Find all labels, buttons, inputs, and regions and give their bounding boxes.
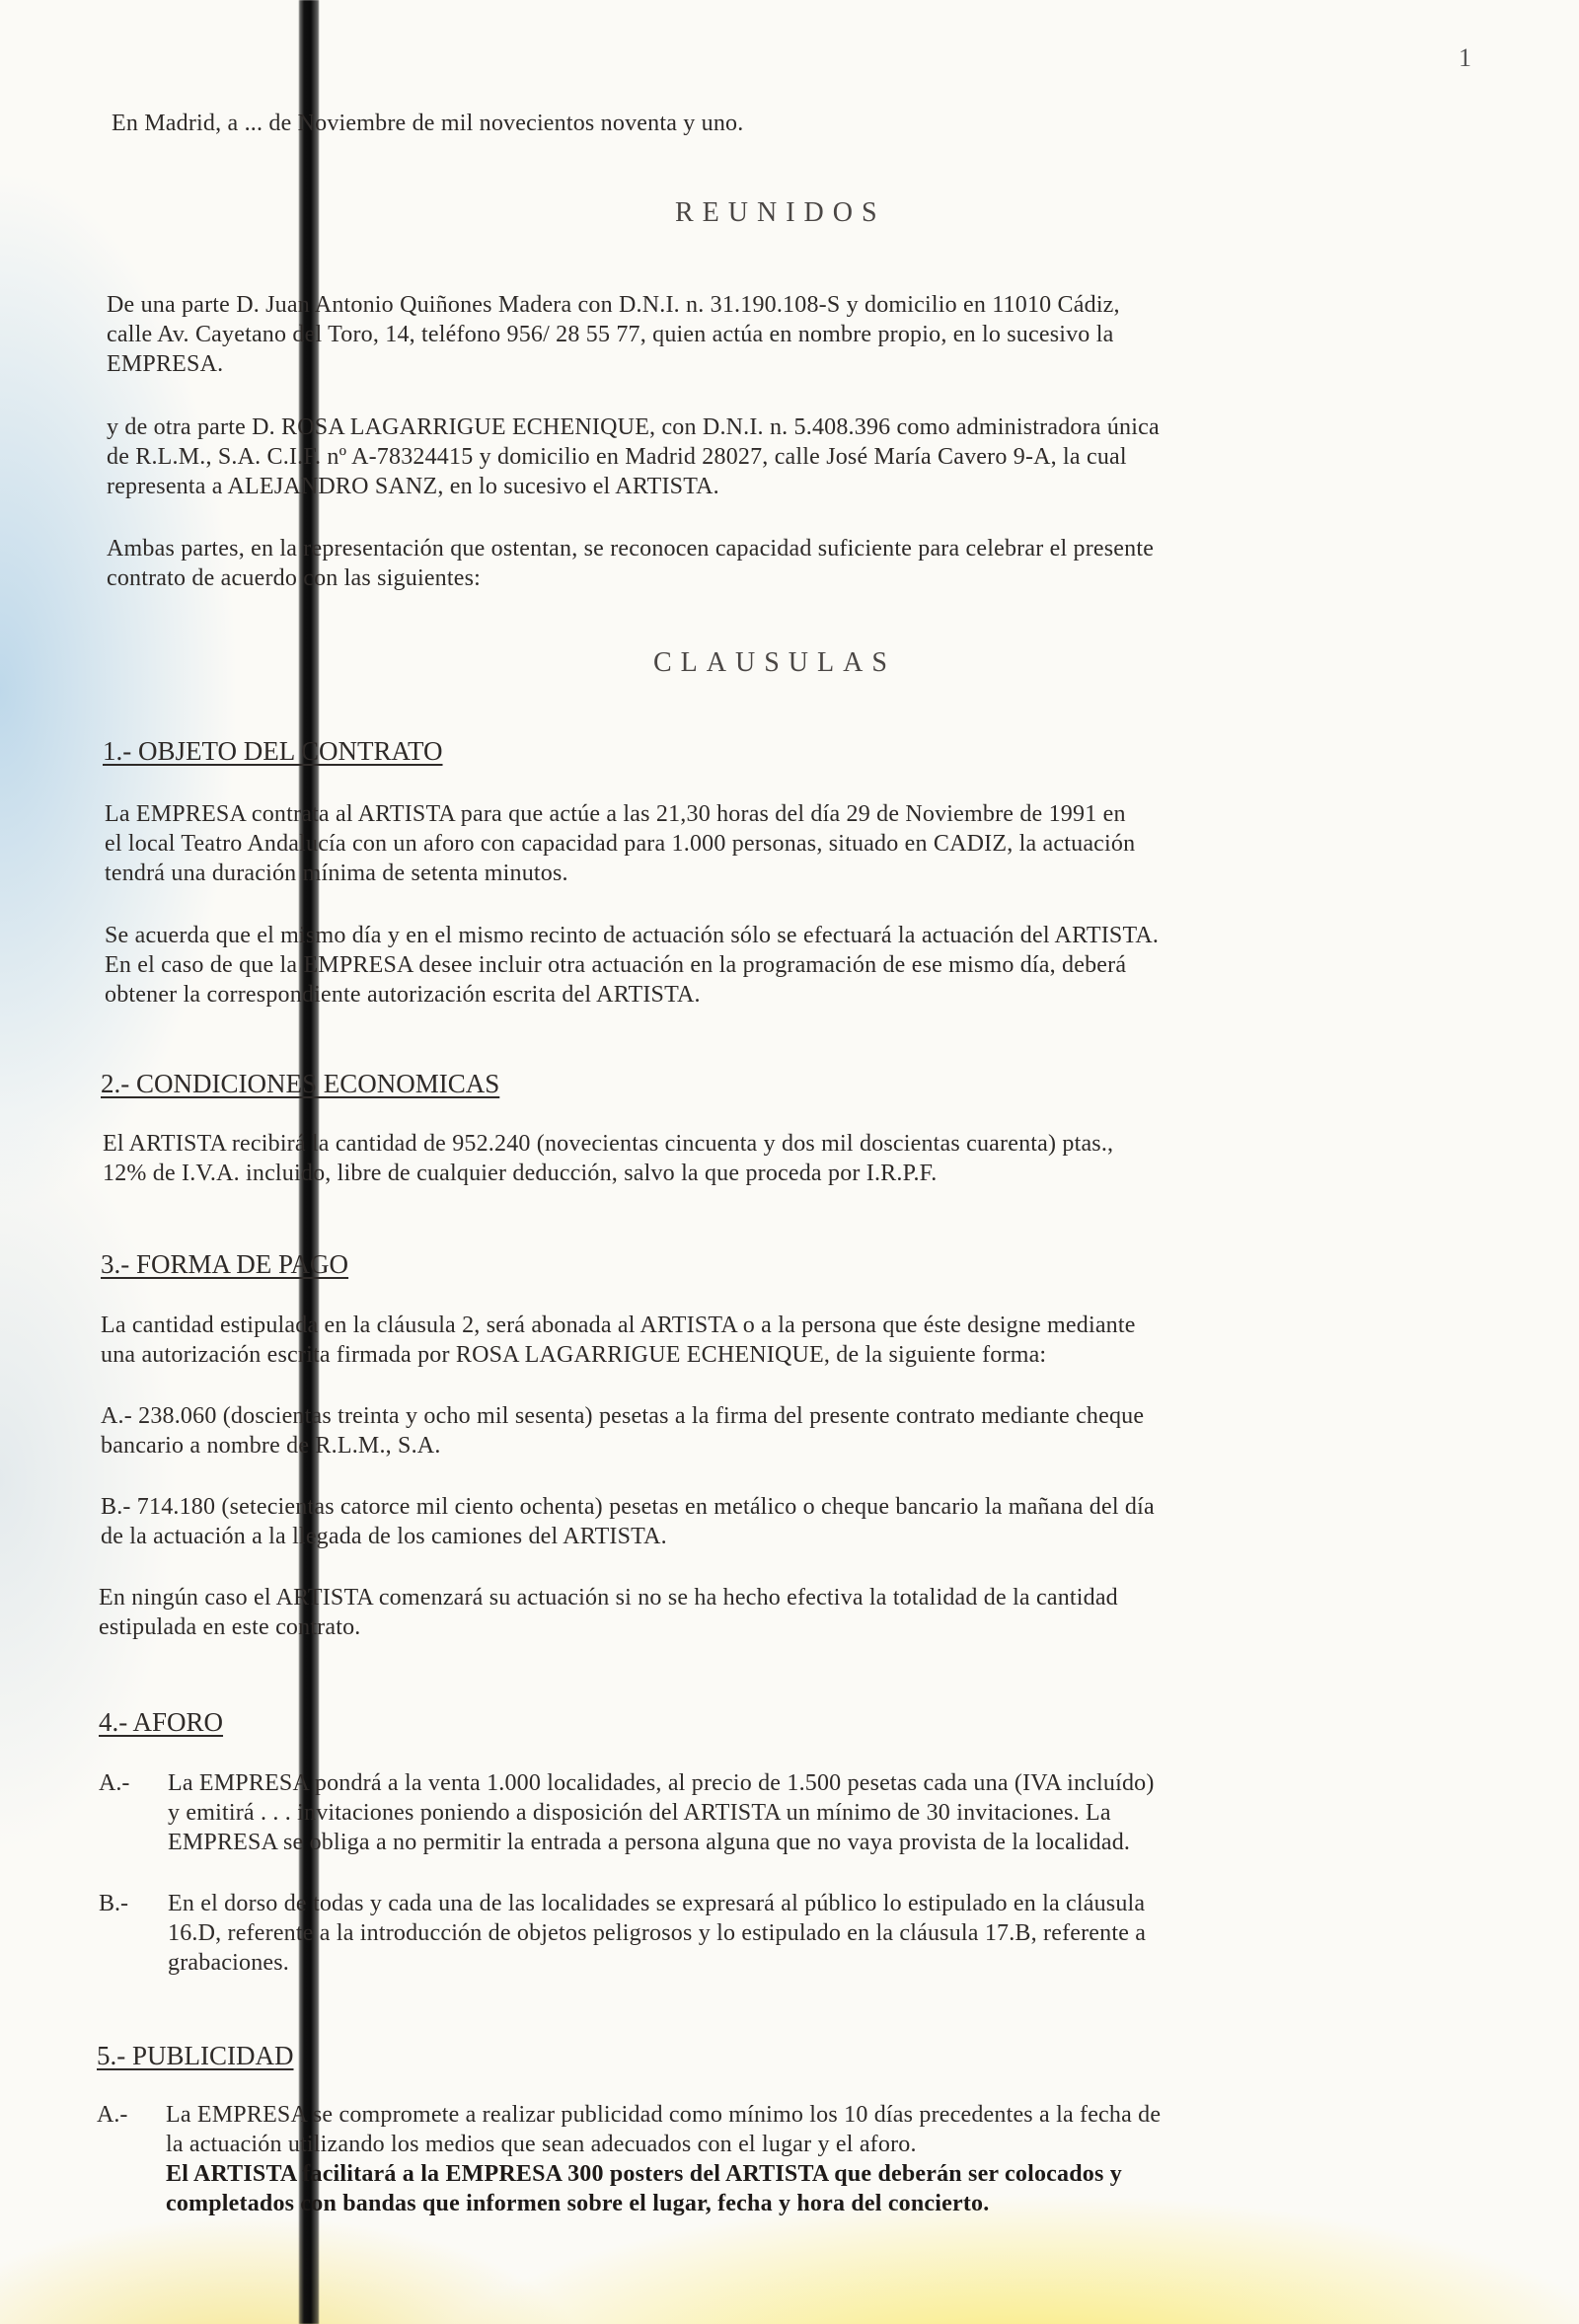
section-4-line: grabaciones. [168,1950,290,1976]
section-5-line: La EMPRESA se compromete a realizar publicidad como mínimo los 10 días precedentes a la fecha de [166,2102,1162,2128]
section-4-line: La EMPRESA pondrá a la venta 1.000 localidades, al precio de 1.500 pesetas cada una (IVA incluído) [168,1770,1155,1796]
section-4-line: 16.D, referente a la introducción de objetos peligrosos y lo estipulado en la cláusula 17.B, referente a [168,1920,1147,1946]
section-2-title: 2.- CONDICIONES ECONOMICAS [101,1069,500,1098]
section-1-line: Se acuerda que el mismo día y en el mismo recinto de actuación sólo se efectuará la actuación del ARTISTA. [105,923,1160,948]
item-marker: A.- [97,2102,128,2128]
section-1-title: 1.- OBJETO DEL CONTRATO [103,736,443,766]
section-1-line: obtener la correspondiente autorización escrita del ARTISTA. [105,982,701,1008]
item-marker: A.- [99,1770,130,1796]
heading-clausulas: CLAUSULAS [653,647,896,678]
party-one-line: De una parte D. Juan Antonio Quiñones Madera con D.N.I. n. 31.190.108-S y domicilio en 11010 Cádiz, [107,292,1120,318]
capacity-line: Ambas partes, en la representación que ostentan, se reconocen capacidad suficiente para celebrar el presente [107,536,1155,562]
section-4-line: En el dorso de todas y cada una de las localidades se expresará al público lo estipulado en la cláusula [168,1891,1146,1916]
section-1-line: tendrá una duración mínima de setenta minutos. [105,861,568,886]
section-5-line: la actuación utilizando los medios que sean adecuados con el lugar y el aforo. [166,2132,917,2157]
heading-reunidos: REUNIDOS [675,197,886,228]
section-3-line: A.- 238.060 (doscientas treinta y ocho mil sesenta) pesetas a la firma del presente contrato mediante cheque [101,1403,1145,1429]
section-5-line: completados con bandas que informen sobre el lugar, fecha y hora del concierto. [166,2191,990,2216]
section-3-line: B.- 714.180 (setecientas catorce mil ciento ochenta) pesetas en metálico o cheque bancario la mañana del día [101,1494,1155,1520]
section-2-line: 12% de I.V.A. incluido, libre de cualquier deducción, salvo la que proceda por I.R.P.F. [103,1161,938,1186]
item-marker: B.- [99,1891,128,1916]
section-3-line: En ningún caso el ARTISTA comenzará su actuación si no se ha hecho efectiva la totalidad de la cantidad [99,1585,1118,1611]
party-two-line: de R.L.M., S.A. C.I.F. nº A-78324415 y domicilio en Madrid 28027, calle José María Cavero 9-A, la cual [107,444,1127,470]
section-2-line: El ARTISTA recibirá la cantidad de 952.240 (novecientas cincuenta y dos mil doscientas cuarenta) ptas., [103,1131,1114,1157]
section-5-title: 5.- PUBLICIDAD [97,2041,294,2070]
section-3-title: 3.- FORMA DE PAGO [101,1249,349,1279]
intro-line: En Madrid, a ... de Noviembre de mil novecientos noventa y uno. [112,111,744,136]
party-two-line: representa a ALEJANDRO SANZ, en lo sucesivo el ARTISTA. [107,474,719,499]
section-3-line: La cantidad estipulada en la cláusula 2, será abonada al ARTISTA o a la persona que éste designe mediante [101,1312,1136,1338]
section-4-line: y emitirá . . . invitaciones poniendo a disposición del ARTISTA un mínimo de 30 invitaciones. La [168,1800,1111,1826]
page-number: 1 [1459,43,1471,72]
section-4-title: 4.- AFORO [99,1707,224,1737]
section-3-line: una autorización escrita firmada por ROSA LAGARRIGUE ECHENIQUE, de la siguiente forma: [101,1342,1047,1368]
section-1-line: el local Teatro Andalucía con un aforo con capacidad para 1.000 personas, situado en CADIZ, la actuación [105,831,1136,857]
section-5-line: El ARTISTA facilitará a la EMPRESA 300 posters del ARTISTA que deberán ser colocados y [166,2161,1122,2187]
section-3-line: bancario a nombre de R.L.M., S.A. [101,1433,441,1459]
section-4-line: EMPRESA se obliga a no permitir la entrada a persona alguna que no vaya provista de la localidad. [168,1830,1131,1855]
section-1-line: En el caso de que la EMPRESA desee incluir otra actuación en la programación de ese mismo día, deberá [105,952,1127,978]
party-two-line: y de otra parte D. ROSA LAGARRIGUE ECHENIQUE, con D.N.I. n. 5.408.396 como administradora única [107,414,1160,440]
section-3-line: estipulada en este contrato. [99,1614,361,1640]
capacity-line: contrato de acuerdo con las siguientes: [107,565,482,591]
party-one-line: EMPRESA. [107,351,224,377]
section-3-line: de la actuación a la llegada de los camiones del ARTISTA. [101,1524,667,1549]
party-one-line: calle Av. Cayetano del Toro, 14, teléfono 956/ 28 55 77, quien actúa en nombre propio, en lo sucesivo la [107,322,1114,347]
section-1-line: La EMPRESA contrata al ARTISTA para que actúe a las 21,30 horas del día 29 de Noviembre de 1991 en [105,801,1126,827]
